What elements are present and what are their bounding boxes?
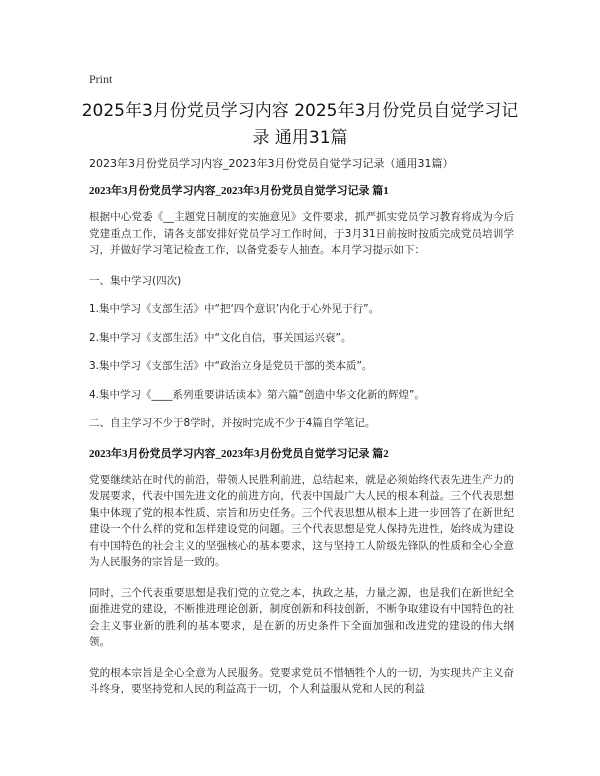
section-1 xyxy=(89,183,514,432)
paragraph: 同时，三个代表重要思想是我们党的立党之本，执政之基，力量之源，也是我们在新世纪全面推进党的建设，不断推进理论创新，制度创新和科技创新，不断争取建设有中国特色的社会主义事业新的胜利的基本要求，是在新的历史条件下全面加强和改进党的建设的伟大纲领。 xyxy=(89,586,514,648)
paragraph: 二、自主学习不少于8学时，并按时完成不少于4篇自学笔记。 xyxy=(89,417,376,429)
document-subtitle: 2023年3月份党员学习内容_2023年3月份党员自觉学习记录（通用31篇） xyxy=(89,157,454,170)
paragraph: 党的根本宗旨是全心全意为人民服务。党要求党员不惜牺牲个人的一切，为实现共产主义奋斗终身，要坚持党和人民的利益高于一切，个人利益服从党和人民的利益 xyxy=(89,666,514,695)
section-heading: 2023年3月份党员学习内容_2023年3月份党员自觉学习记录 篇1 xyxy=(89,185,389,197)
paragraph: 一、集中学习(四次) xyxy=(89,274,182,287)
paragraph: 根据中心党委《__主题党日制度的实施意见》文件要求，抓严抓实党员学习教育将成为今后党建重点工作，请各支部安排好党员学习工作时间，于3月31日前按时按质完成党员培训学习，并做好学习笔记检查工作，以备党委专人抽查。本月学习提示如下： xyxy=(89,211,514,256)
list-item: 3.集中学习《支部生活》中“政治立身是党员干部的类本质”。 xyxy=(89,360,373,372)
list-item: 4.集中学习《____系列重要讲话读本》第六篇“创造中华文化新的辉煌”。 xyxy=(89,388,425,401)
list-item: 1.集中学习《支部生活》中“把‘四个意识’内化于心外见于行”。 xyxy=(89,303,380,315)
list-item: 2.集中学习《支部生活》中“文化自信，事关国运兴衰”。 xyxy=(89,331,352,344)
print-link[interactable]: Print xyxy=(89,72,113,86)
section-heading: 2023年3月份党员学习内容_2023年3月份党员自觉学习记录 篇2 xyxy=(89,447,389,460)
document-body xyxy=(89,155,514,712)
section-2 xyxy=(89,446,514,698)
page-title: 2025年3月份党员学习内容 2025年3月份党员自觉学习记录 通用31篇 xyxy=(81,101,519,148)
paragraph: 党要继续站在时代的前沿，带领人民胜利前进，总结起来，就是必须始终代表先进生产力的发展要求，代表中国先进文化的前进方向，代表中国最广大人民的根本利益。三个代表思想集中体现了党的根本性质、宗旨和历史任务。三个代表思想从根本上进一步回答了在新世纪建设一个什么样的党和怎样建设党的问题。三个代表思想是党人保持先进性，始终成为建设有中国特色的社会主义的坚强核心的基本要求，这与坚持工人阶级先锋队的性质和全心全意为人民服务的宗旨是一致的。 xyxy=(89,473,514,568)
